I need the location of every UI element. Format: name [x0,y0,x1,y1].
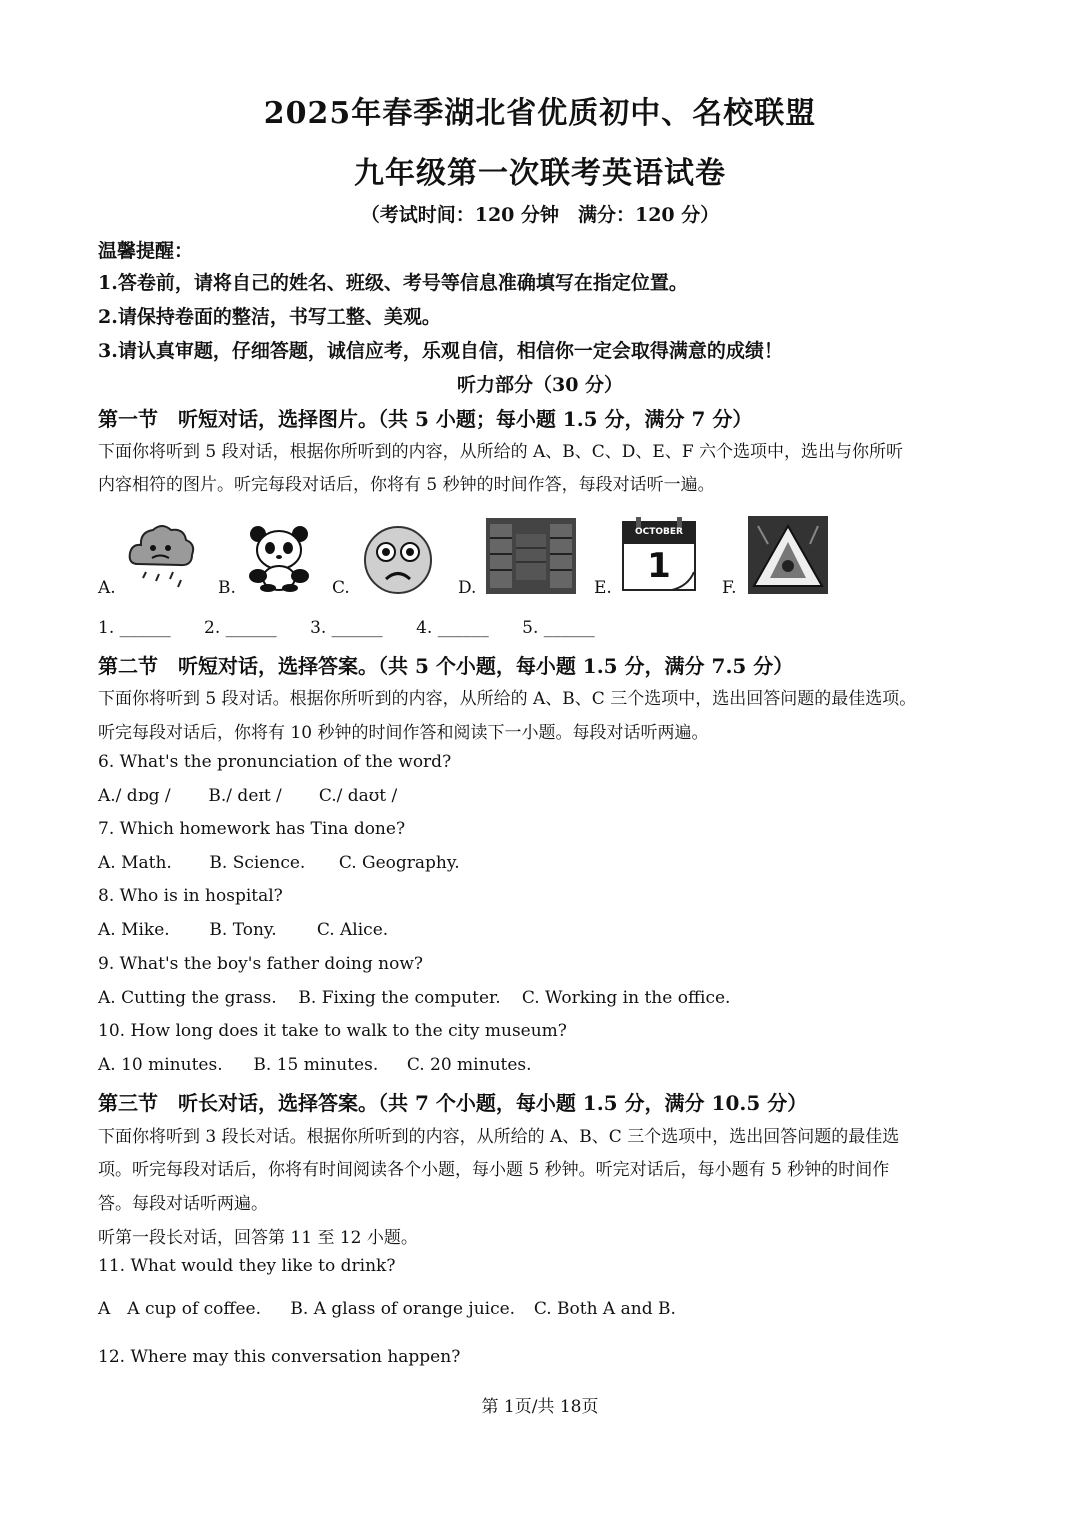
answer-blank-4[interactable]: 4. ______ [416,618,489,638]
tent-icon [748,516,828,594]
answer-blanks [98,618,623,638]
question-6-options [98,786,397,806]
question-10: 10. How long does it take to walk to the city museum? [98,1021,567,1041]
picture-label-b: B. [218,578,236,598]
option-b[interactable]: B. Fixing the computer. [298,988,501,1008]
section3-instructions-line2: 项。听完每段对话后，你将有时间阅读各个小题，每小题 5 秒钟。听完对话后，每小题有 5 秒钟的时间作 [98,1160,890,1180]
picture-label-d: D. [458,578,477,598]
answer-blank-1[interactable]: 1. ______ [98,618,171,638]
option-a[interactable]: A. Math. [98,853,172,873]
listening-part-heading: 听力部分（30 分） [456,374,624,396]
question-9: 9. What's the boy's father doing now? [98,954,424,974]
question-8: 8. Who is in hospital? [98,886,283,906]
calendar-month: OCTOBER [635,527,683,537]
answer-blank-5[interactable]: 5. ______ [522,618,595,638]
section3-heading: 第三节 听长对话，选择答案。（共 7 个小题，每小题 1.5 分，满分 10.5 分） [98,1091,808,1115]
section3-instructions-line1: 下面你将听到 3 段长对话。根据你所听到的内容，从所给的 A、B、C 三个选项中，选出回答问题的最佳选 [98,1127,900,1147]
option-b[interactable]: B. Tony. [209,920,277,940]
question-8-options [98,920,388,940]
option-a[interactable]: A. Mike. [98,920,170,940]
section3-instructions-line3: 答。每段对话听两遍。 [98,1194,268,1214]
option-b[interactable]: B. 15 minutes. [253,1055,379,1075]
question-7: 7. Which homework has Tina done? [98,819,406,839]
option-c[interactable]: C. Alice. [316,920,389,940]
question-6: 6. What's the pronunciation of the word? [98,752,452,772]
option-b[interactable]: B./ deɪt / [208,786,282,806]
option-c[interactable]: C. Geography. [338,853,460,873]
option-a[interactable]: A./ dɒg / [98,786,171,806]
section1-heading: 第一节 听短对话，选择图片。（共 5 小题；每小题 1.5 分，满分 7 分） [98,407,753,431]
question-12: 12. Where may this conversation happen? [98,1347,461,1367]
sad-face-icon [362,524,434,596]
option-b[interactable]: B. Science. [209,853,306,873]
library-icon [486,518,576,594]
reminder-item-1: 1.答卷前，请将自己的姓名、班级、考号等信息准确填写在指定位置。 [98,272,688,294]
rain-cloud-icon [126,520,196,592]
section2-heading: 第二节 听短对话，选择答案。（共 5 个小题，每小题 1.5 分，满分 7.5 分） [98,654,794,678]
reminder-item-3: 3.请认真审题，仔细答题，诚信应考，乐观自信，相信你一定会取得满意的成绩！ [98,340,783,362]
option-c[interactable]: C./ daʊt / [318,786,398,806]
picture-label-e: E. [594,578,612,598]
section2-instructions-line1: 下面你将听到 5 段对话。根据你所听到的内容，从所给的 A、B、C 三个选项中，选出回答问题的最佳选项。 [98,689,917,709]
question-9-options [98,988,730,1008]
calendar-day: 1 [647,546,671,586]
question-7-options [98,853,460,873]
page-indicator: 第 1页/共 18页 [481,1397,599,1417]
option-c[interactable]: C. Working in the office. [521,988,731,1008]
section2-instructions-line2: 听完每段对话后，你将有 10 秒钟的时间作答和阅读下一小题。每段对话听两遍。 [98,723,709,743]
reminder-item-2: 2.请保持卷面的整洁，书写工整、美观。 [98,306,441,328]
exam-info: （考试时间：120 分钟 满分：120 分） [360,204,720,226]
option-a[interactable]: A. Cutting the grass. [98,988,277,1008]
section1-instructions-line1: 下面你将听到 5 段对话，根据你所听到的内容，从所给的 A、B、C、D、E、F 六个选项中，选出与你所听 [98,442,904,462]
option-c[interactable]: C. 20 minutes. [406,1055,532,1075]
reminder-heading: 温馨提醒： [98,240,194,262]
picture-label-a: A. [98,578,116,598]
exam-title-line2: 九年级第一次联考英语试卷 [354,156,726,191]
option-c[interactable]: C. Both A and B. [533,1299,676,1319]
option-a[interactable]: A A cup of coffee. [98,1299,262,1319]
panda-icon [244,524,314,592]
answer-blank-3[interactable]: 3. ______ [310,618,383,638]
question-10-options [98,1055,532,1075]
option-b[interactable]: B. A glass of orange juice. [290,1299,516,1319]
section3-sub-instruction: 听第一段长对话，回答第 11 至 12 小题。 [98,1228,418,1248]
question-11: 11. What would they like to drink? [98,1256,396,1276]
option-a[interactable]: A. 10 minutes. [98,1055,223,1075]
picture-label-f: F. [722,578,737,598]
section1-instructions-line2: 内容相符的图片。听完每段对话后，你将有 5 秒钟的时间作答，每段对话听一遍。 [98,475,715,495]
calendar-icon [622,516,696,592]
picture-label-c: C. [332,578,350,598]
answer-blank-2[interactable]: 2. ______ [204,618,277,638]
exam-title-line1: 2025年春季湖北省优质初中、名校联盟 [263,96,817,131]
question-11-options [98,1294,676,1319]
